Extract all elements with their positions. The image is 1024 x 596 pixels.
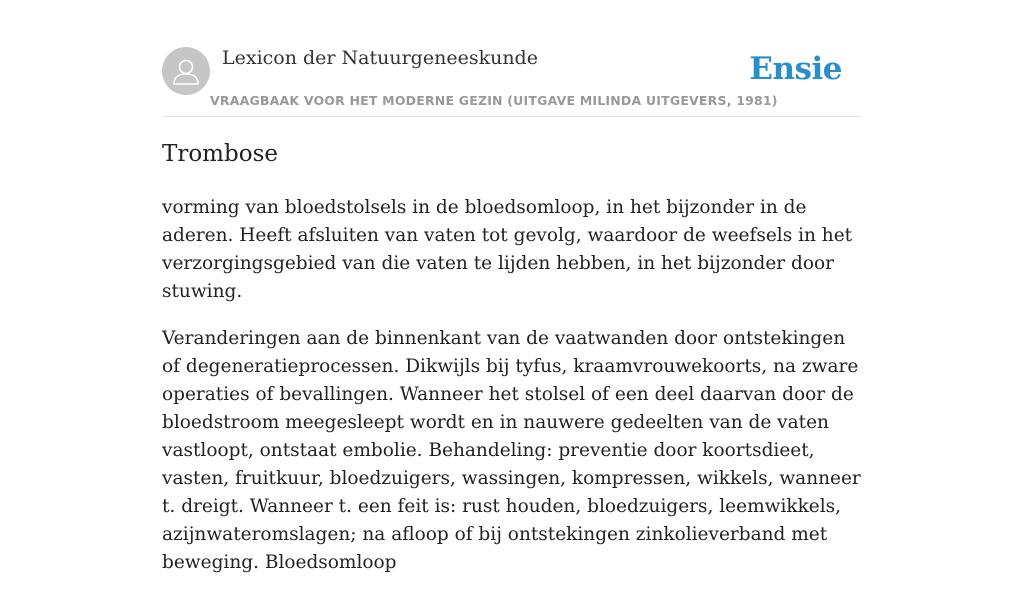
entry-paragraph-2: Veranderingen aan de binnenkant van de vaatwanden door ontstekingen of degeneratieprocessen. Dikwijls bij tyfus, kraamvrouwekoorts, na zware operaties of bevallingen. Wanneer het stolsel of een deel daarvan door de bloedstroom meegesleept wordt en in nauwere gedeelten van de vaten vastloopt, ontstaat embolie. Behandeling: preventie door koortsdieet, vasten, fruitkuur, bloedzuigers, wassingen, kompressen, wikkels, wanneer t. dreigt. Wanneer t. een feit is: rust houden, bloedzuigers, leemwikkels, azijnwateromslagen; na afloop of bij ontstekingen zinkolieverband met beweging. Bloedsomloop xyxy=(162,328,861,573)
entry-paragraph-1: vorming van bloedstolsels in de bloedsomloop, in het bijzonder in de aderen. Heeft afsluiten van vaten tot gevolg, waardoor de weefsels in het verzorgingsgebied van die vaten te lijden hebben, in het bijzonder door stuwing. xyxy=(162,197,853,302)
entry-title: Trombose xyxy=(162,141,278,167)
lexicon-header xyxy=(162,0,862,117)
lexicon-subtitle: VRAAGBAAK VOOR HET MODERNE GEZIN (UITGAVE MILINDA UITGEVERS, 1981) xyxy=(210,93,778,108)
user-silhouette-icon xyxy=(162,47,210,95)
entry-content xyxy=(162,136,862,596)
avatar[interactable] xyxy=(162,47,210,95)
lexicon-title[interactable]: Lexicon der Natuurgeneeskunde xyxy=(222,47,538,69)
ensie-logo[interactable]: Ensie xyxy=(749,51,842,87)
